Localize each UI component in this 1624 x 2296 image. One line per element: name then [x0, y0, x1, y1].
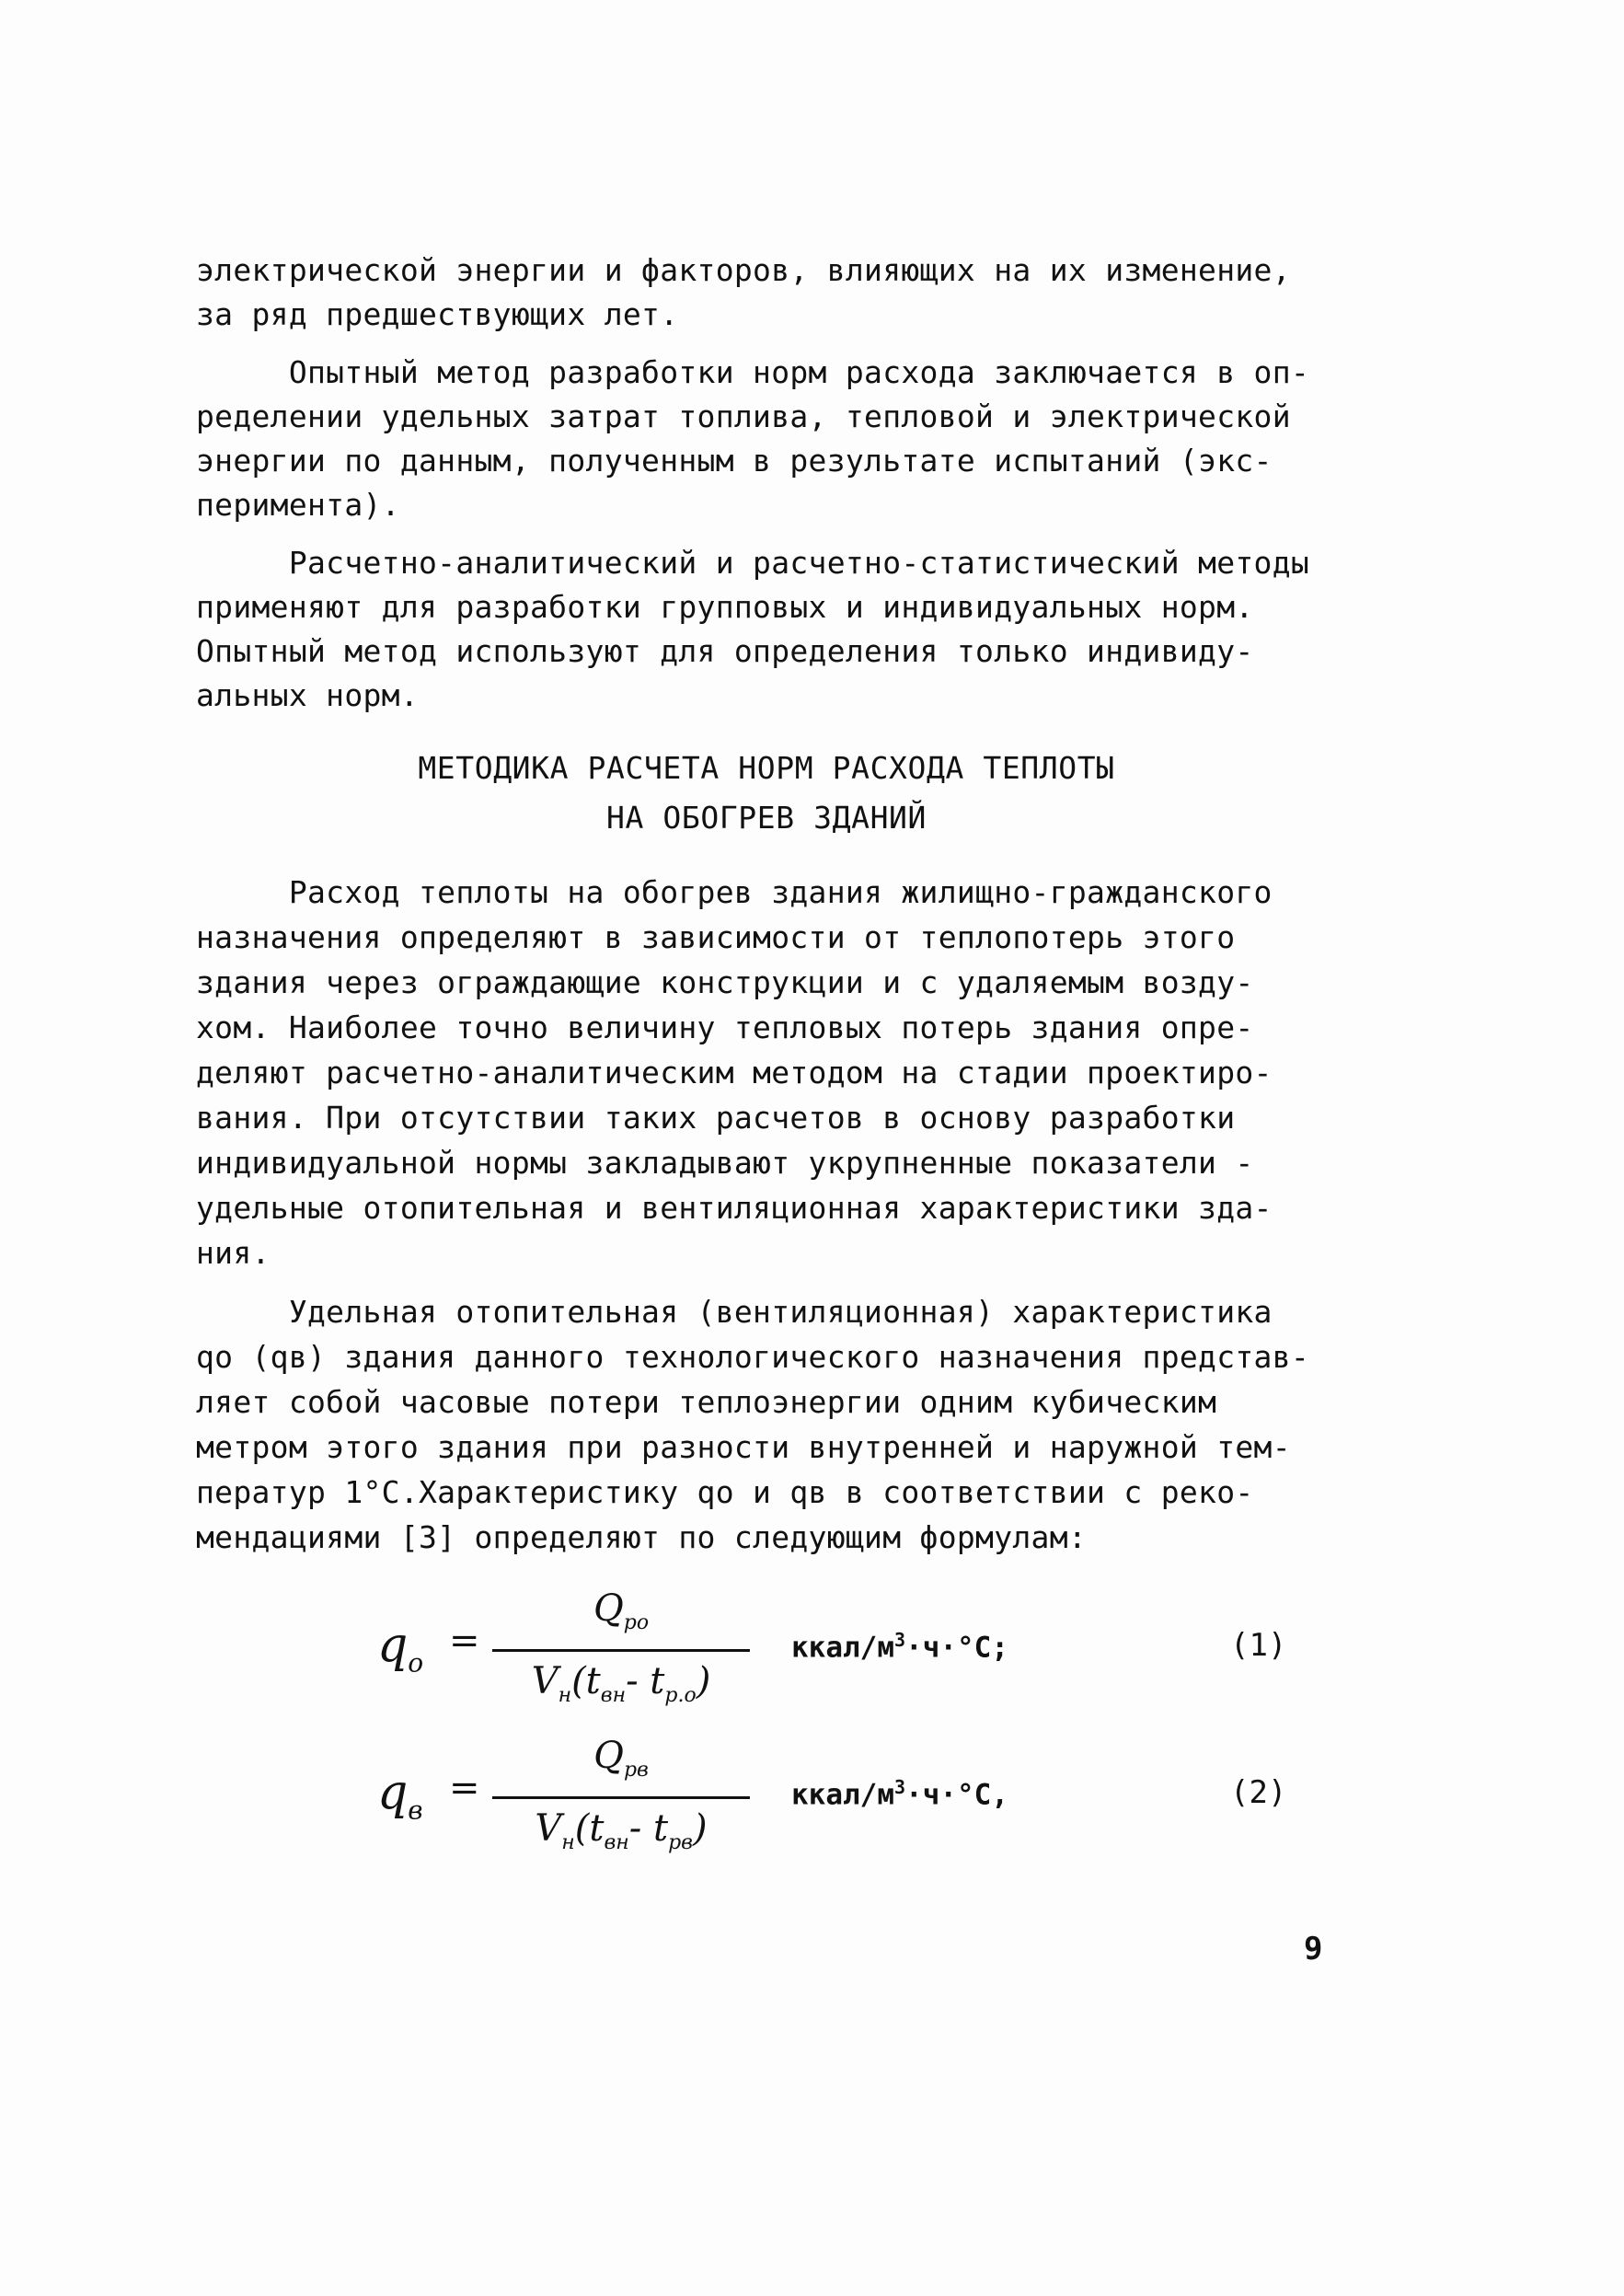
formula-1-denominator: $V_н(t_{вн}-$ $t_{р.о}$)	[531, 1660, 711, 1707]
heading-line-1: МЕТОДИКА РАСЧЕТА НОРМ РАСХОДА ТЕПЛОТЫ	[418, 750, 1115, 786]
paragraph-continuation: электрической энергии и факторов, влияющих на их изменение, за ряд предшествующих лет.	[196, 252, 1291, 332]
formula-1	[0, 1583, 1624, 1712]
formula-2-number: (2)	[1230, 1774, 1287, 1811]
formula-2-denominator: $V_н(t_{вн}-$ $t_{рв}$)	[535, 1807, 708, 1854]
formula-2-fraction-bar	[492, 1796, 750, 1799]
formula-1-equals: =	[449, 1620, 480, 1662]
intro-text-block	[196, 248, 1337, 718]
formula-2-lhs: $q_в$	[377, 1765, 423, 1826]
page-number: 9	[1304, 1931, 1323, 1967]
paragraph-experimental-method: Опытный метод разработки норм расхода заключается в оп- ределении удельных затрат топлива, тепловой и электрической энергии по данным, полученным в результате испытаний (экс- перимента).	[196, 354, 1310, 523]
paragraph-methods-application: Расчетно-аналитический и расчетно-статистический методы применяют для разработки групповых и индивидуальных норм. Опытный метод используют для определения только индивиду- альных норм.	[196, 545, 1310, 713]
formula-2-unit: ккал/$м^3\cdot ч\cdot^\circ С$,	[791, 1776, 1009, 1812]
heading-line-2: НА ОБОГРЕВ ЗДАНИЙ	[606, 800, 927, 836]
formula-1-lhs: $q_o$	[377, 1618, 424, 1679]
paragraph-heat-consumption: Расход теплоты на обогрев здания жилищно-гражданского назначения определяют в зависимости от теплопотерь этого здания через ограждающие конструкции и с удаляемым возду- хом. Наиболее точно величину тепловых потерь здания опре- деляют расчетно-аналитическим методом на стадии проектиро- вания. При отсутствии таких расчетов в основу разработки индивидуальной нормы закладывают укрупненные показатели - удельные отопительная и вентиляционная характеристики зда- ния.	[196, 874, 1273, 1271]
method-text-block	[196, 870, 1337, 1560]
formula-1-unit: ккал/$м^3\cdot ч\cdot^\circ С$;	[791, 1629, 1009, 1665]
section-heading	[196, 744, 1337, 843]
paragraph-specific-characteristic: Удельная отопительная (вентиляционная) характеристика qo (qв) здания данного технологического назначения представ- ляет собой часовые потери теплоэнергии одним кубическим метром этого здания при разности внутренней и наружной тем- ператур 1°С.Характеристику qo и qв в соответствии с реко- мендациями [3] определяют по следующим формулам:	[196, 1294, 1310, 1555]
formula-2-numerator: $Q_{рв}$	[593, 1735, 649, 1782]
formula-1-fraction	[492, 1583, 750, 1722]
formula-1-fraction-bar	[492, 1649, 750, 1652]
formula-1-number: (1)	[1230, 1627, 1287, 1664]
formula-2-equals: =	[449, 1767, 480, 1809]
formula-2	[0, 1730, 1624, 1859]
formula-2-fraction	[492, 1730, 750, 1869]
formula-1-numerator: $Q_{ро}$	[593, 1587, 650, 1634]
